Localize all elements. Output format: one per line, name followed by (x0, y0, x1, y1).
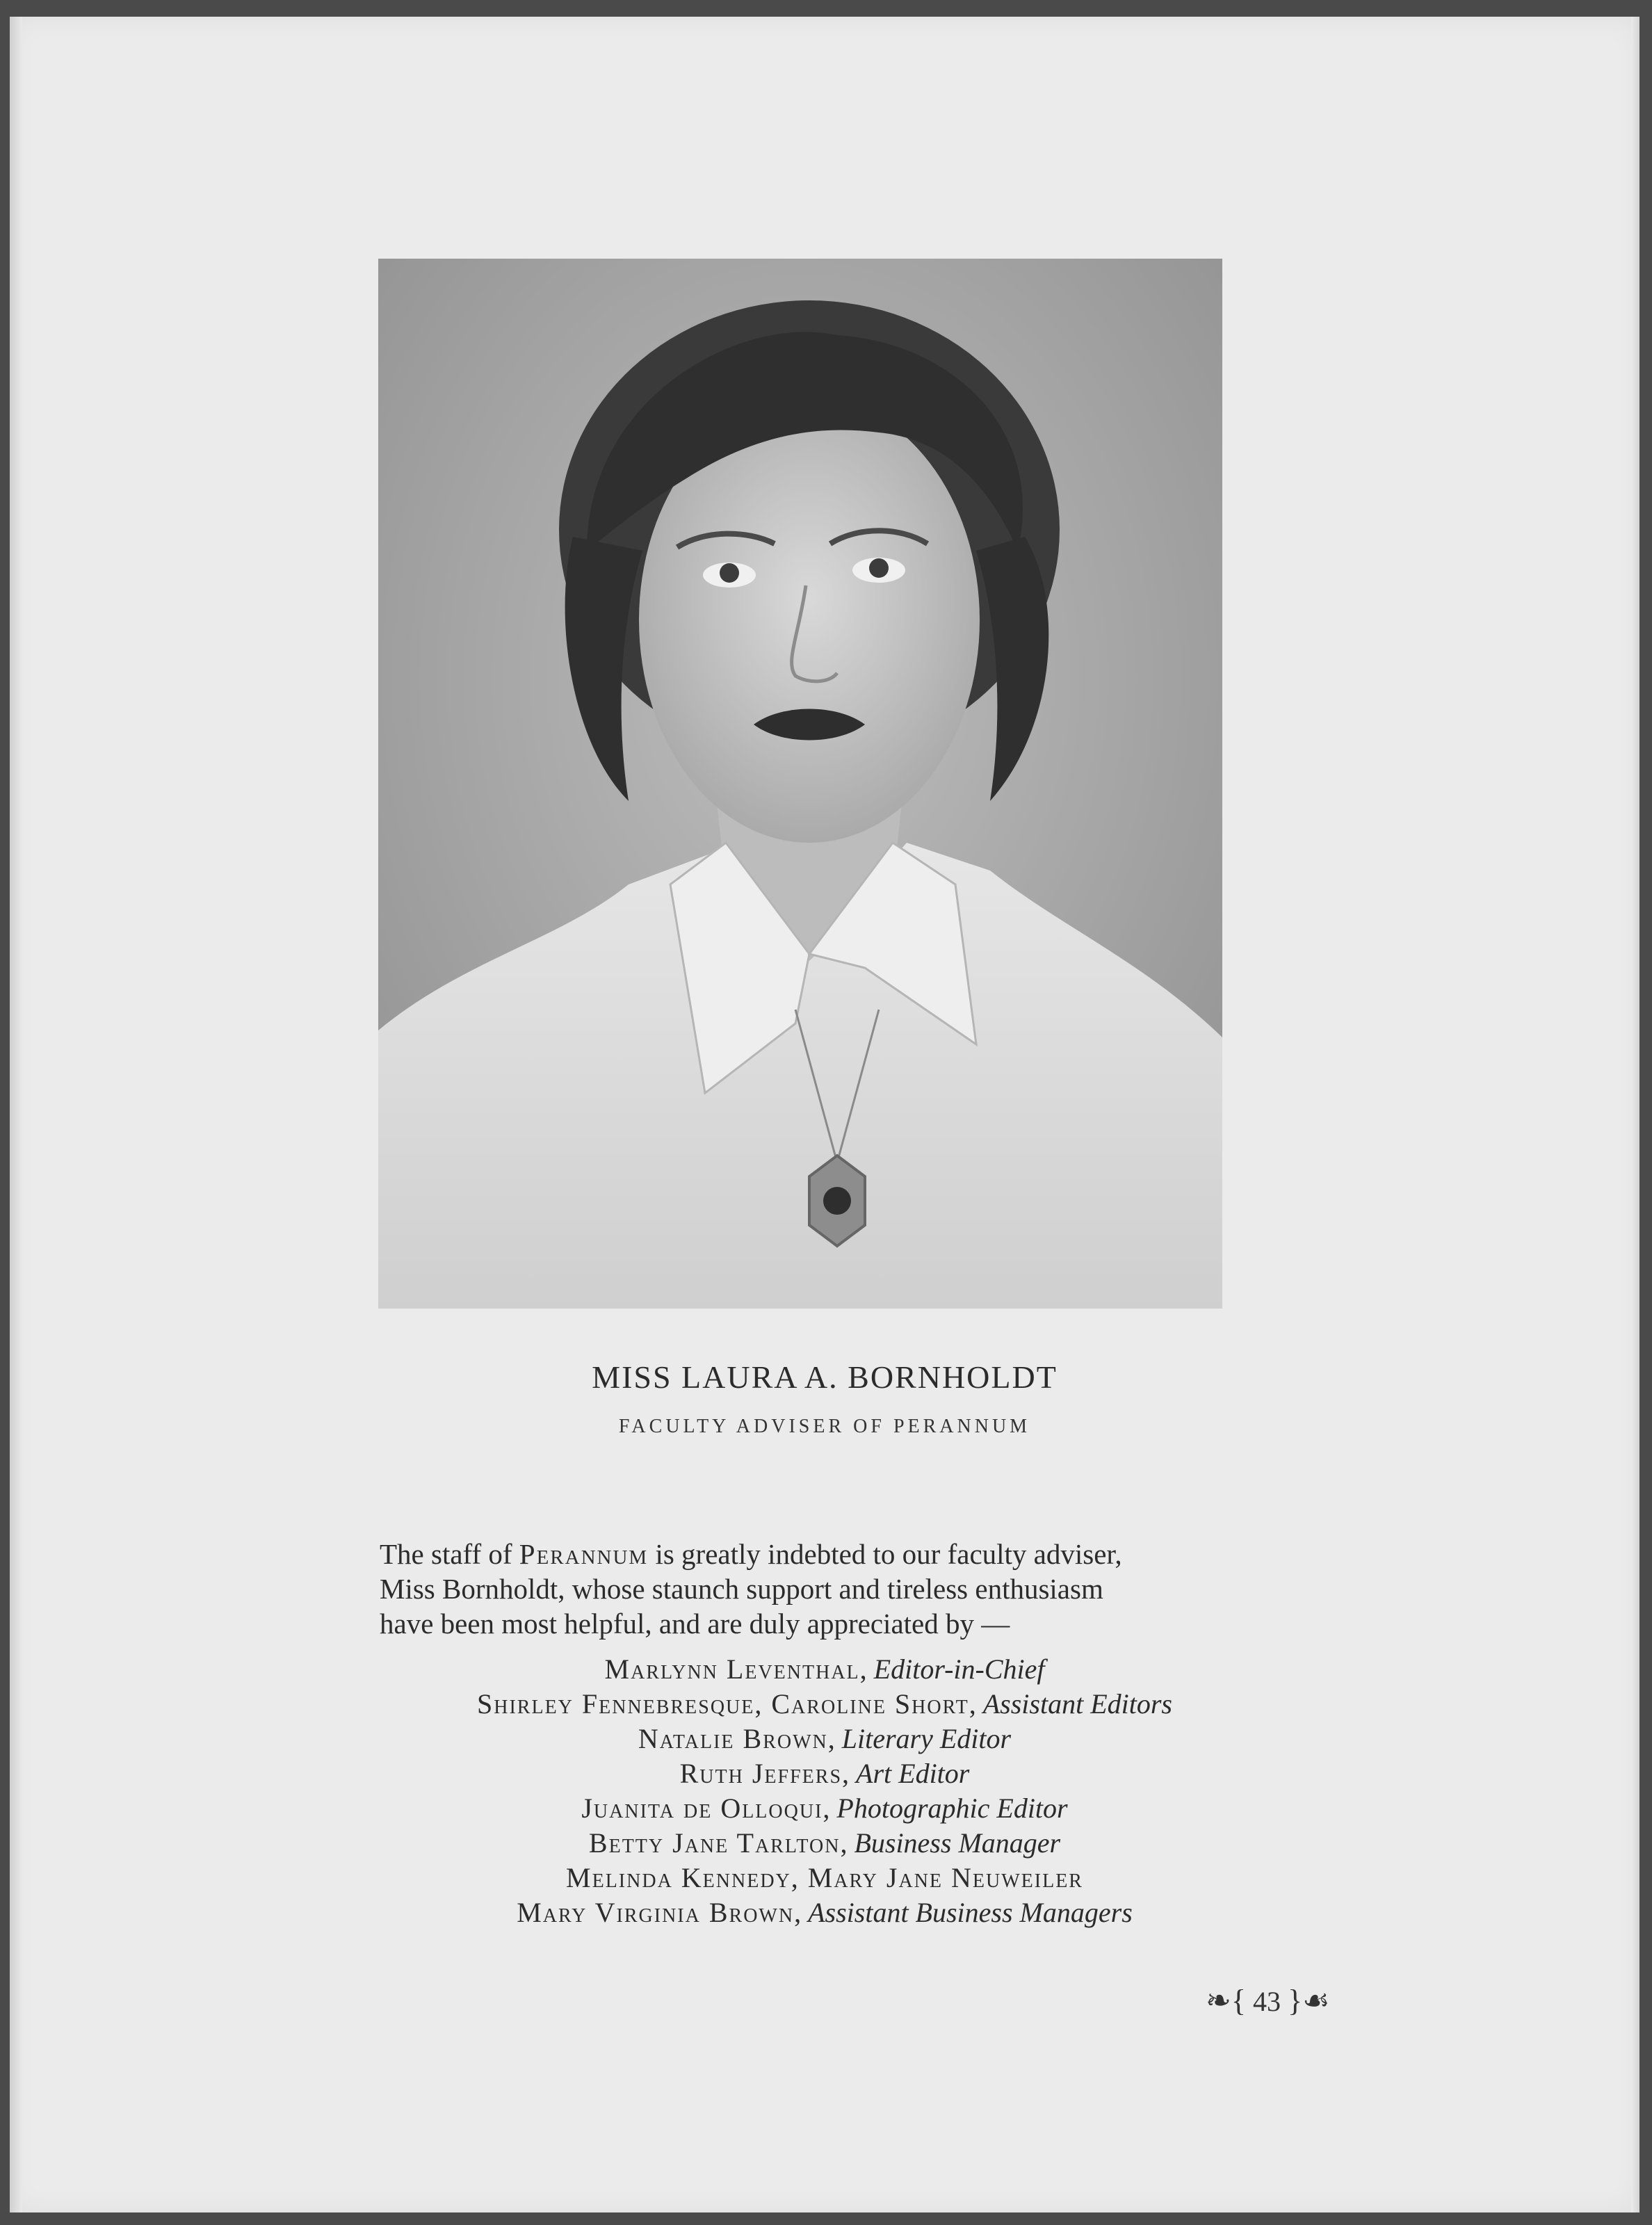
staff-role: Business Manager (854, 1827, 1061, 1859)
separator: , (840, 1827, 855, 1859)
staff-line (10, 1687, 1639, 1722)
page-number (1206, 1983, 1330, 2018)
paragraph-text: is greatly indebted to our faculty adviser, (648, 1538, 1122, 1570)
staff-line (10, 1722, 1639, 1756)
staff-line (10, 1861, 1639, 1895)
staff-role: Photographic Editor (836, 1793, 1068, 1824)
staff-names: Shirley Fennebresque, Caroline Short (477, 1688, 969, 1720)
staff-line (10, 1895, 1639, 1930)
publication-name: Perannum (519, 1538, 649, 1570)
staff-line (10, 1826, 1639, 1861)
staff-names: Natalie Brown (638, 1723, 828, 1754)
staff-list (10, 1652, 1639, 1930)
separator: , (842, 1758, 857, 1789)
staff-names: Melinda Kennedy, Mary Jane Neuweiler (566, 1862, 1083, 1893)
staff-names: Betty Jane Tarlton (588, 1827, 841, 1859)
staff-names: Juanita de Olloqui (581, 1793, 823, 1824)
staff-role: Art Editor (856, 1758, 970, 1789)
ornament-left-icon: ❧{ (1206, 1984, 1246, 2018)
staff-names: Ruth Jeffers (679, 1758, 843, 1789)
portrait-image (378, 259, 1222, 1309)
staff-line (10, 1791, 1639, 1826)
portrait-photo (378, 259, 1222, 1309)
separator: , (823, 1793, 837, 1824)
adviser-title: FACULTY ADVISER OF PERANNUM (618, 1416, 1031, 1437)
ornament-right-icon: }☙ (1288, 1984, 1330, 2018)
separator: , (969, 1688, 983, 1720)
page-number-value: 43 (1253, 1986, 1281, 2017)
book-page (10, 17, 1639, 2212)
staff-names: Mary Virginia Brown (517, 1897, 795, 1928)
separator: , (827, 1723, 842, 1754)
separator: , (859, 1653, 874, 1685)
paragraph-text: The staff of (380, 1538, 519, 1570)
paragraph-line: Miss Bornholdt, whose staunch support and tireless enthusiasm (380, 1573, 1103, 1605)
paragraph-line: have been most helpful, and are duly appreciated by — (380, 1608, 1010, 1640)
staff-role: Assistant Editors (982, 1688, 1172, 1720)
staff-role: Literary Editor (841, 1723, 1012, 1754)
staff-role: Editor-in-Chief (873, 1653, 1045, 1685)
separator: , (794, 1897, 809, 1928)
paragraph-line (380, 1537, 1228, 1571)
staff-role: Assistant Business Managers (808, 1897, 1133, 1928)
dedication-paragraph (380, 1537, 1228, 1641)
staff-names: Marlynn Leventhal (604, 1653, 860, 1685)
adviser-name: MISS LAURA A. BORNHOLDT (592, 1359, 1058, 1395)
staff-line (10, 1652, 1639, 1687)
staff-line (10, 1756, 1639, 1791)
